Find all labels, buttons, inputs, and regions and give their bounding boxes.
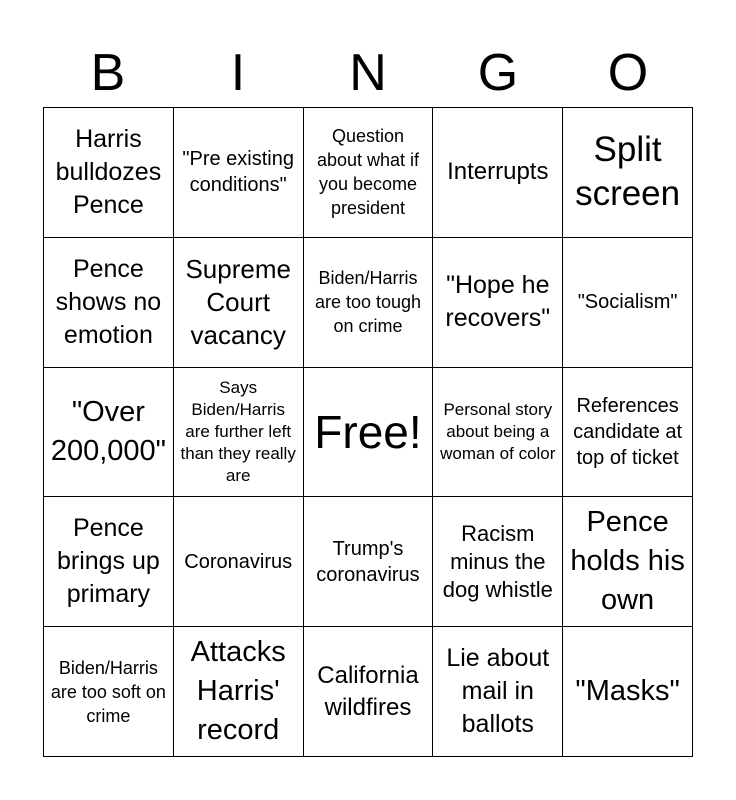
bingo-cell[interactable] bbox=[174, 238, 304, 368]
cell-text: Harris bulldozes Pence bbox=[55, 124, 162, 219]
bingo-header bbox=[43, 40, 693, 106]
bingo-cell[interactable] bbox=[304, 108, 434, 238]
cell-text: "Masks" bbox=[575, 675, 680, 708]
bingo-cell[interactable] bbox=[563, 497, 693, 627]
cell-text: Coronavirus bbox=[184, 550, 293, 573]
header-letter-g: G bbox=[477, 44, 519, 102]
bingo-cell[interactable] bbox=[304, 497, 434, 627]
cell-text: "Hope he recovers" bbox=[445, 271, 551, 333]
bingo-cell[interactable] bbox=[44, 627, 174, 757]
cell-text: Says Biden/Harris are further left than they really are bbox=[180, 377, 296, 485]
bingo-cell[interactable] bbox=[44, 368, 174, 498]
bingo-cell[interactable] bbox=[433, 368, 563, 498]
cell-text: Pence brings up primary bbox=[56, 514, 160, 609]
bingo-cell[interactable] bbox=[563, 627, 693, 757]
header-letter-n: N bbox=[349, 44, 387, 102]
cell-text: "Socialism" bbox=[577, 291, 678, 314]
cell-text: Personal story about being a woman of color bbox=[440, 399, 556, 463]
cell-text: Pence shows no emotion bbox=[55, 254, 162, 349]
cell-text: Biden/Harris are too tough on crime bbox=[314, 268, 422, 337]
bingo-cell[interactable] bbox=[563, 108, 693, 238]
cell-text: Biden/Harris are too soft on crime bbox=[50, 657, 166, 726]
bingo-card-grid bbox=[43, 107, 693, 757]
bingo-cell[interactable] bbox=[563, 238, 693, 368]
bingo-cell[interactable] bbox=[174, 108, 304, 238]
cell-text: "Pre existing conditions" bbox=[182, 148, 294, 197]
header-letter-i: I bbox=[230, 44, 246, 102]
bingo-cell[interactable] bbox=[563, 368, 693, 498]
cell-text: "Over 200,000" bbox=[50, 395, 166, 467]
free-space-cell[interactable] bbox=[304, 368, 434, 498]
cell-text: Trump's coronavirus bbox=[316, 537, 420, 586]
bingo-cell[interactable] bbox=[174, 627, 304, 757]
cell-text: Racism minus the dog whistle bbox=[442, 520, 553, 602]
cell-text: Supreme Court vacancy bbox=[185, 253, 291, 350]
header-letter-b: B bbox=[90, 44, 126, 102]
cell-text: California wildfires bbox=[317, 661, 419, 721]
header-letter-o: O bbox=[607, 44, 649, 102]
cell-text: Pence holds his own bbox=[570, 506, 685, 617]
cell-text: References candidate at top of ticket bbox=[573, 394, 683, 469]
cell-text: Interrupts bbox=[447, 158, 549, 186]
bingo-cell[interactable] bbox=[304, 238, 434, 368]
cell-text: Lie about mail in ballots bbox=[446, 644, 550, 739]
cell-text: Attacks Harris' record bbox=[190, 636, 286, 747]
cell-text: Split screen bbox=[575, 130, 681, 214]
bingo-cell[interactable] bbox=[44, 108, 174, 238]
bingo-cell[interactable] bbox=[44, 497, 174, 627]
bingo-cell[interactable] bbox=[44, 238, 174, 368]
bingo-cell[interactable] bbox=[174, 497, 304, 627]
bingo-cell[interactable] bbox=[433, 627, 563, 757]
bingo-cell[interactable] bbox=[304, 627, 434, 757]
free-space-text: Free! bbox=[314, 405, 422, 458]
bingo-cell[interactable] bbox=[433, 497, 563, 627]
bingo-cell[interactable] bbox=[433, 108, 563, 238]
bingo-cell[interactable] bbox=[433, 238, 563, 368]
cell-text: Question about what if you become president bbox=[316, 126, 420, 219]
bingo-cell[interactable] bbox=[174, 368, 304, 498]
